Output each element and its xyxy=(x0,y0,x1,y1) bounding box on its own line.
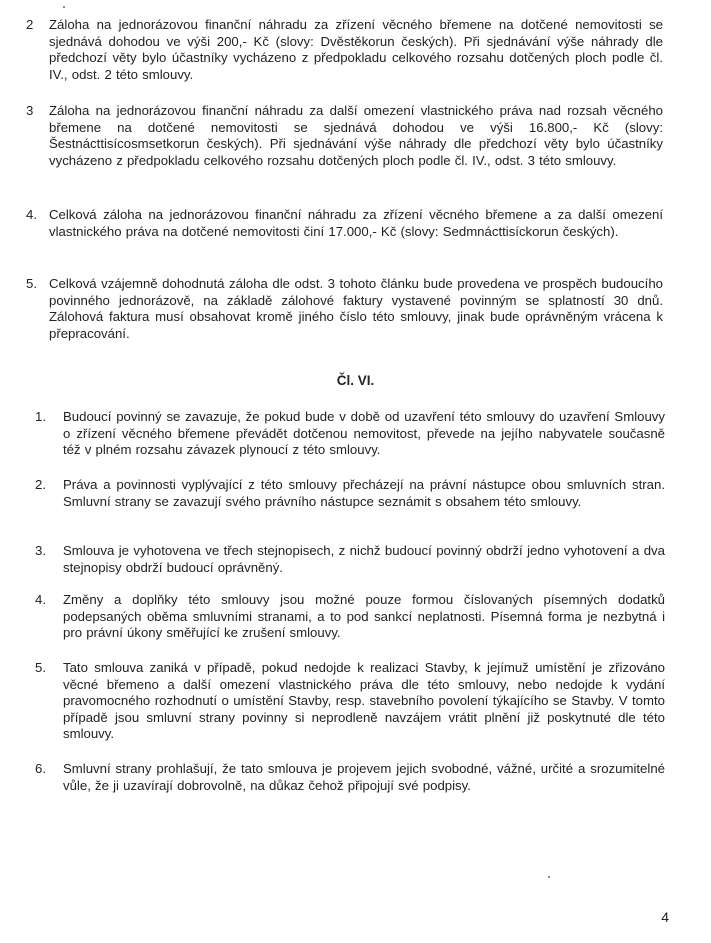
paragraph-number: 5. xyxy=(35,660,46,675)
paragraph-number: 4. xyxy=(35,592,46,607)
paragraph-number: 3. xyxy=(35,543,46,558)
paragraph-text: Smlouva je vyhotovena ve třech stejnopisech, z nichž budoucí povinný obdrží jedno vyhotovení a dva stejnopisy obdrží budoucí oprávněný. xyxy=(63,543,665,575)
paragraph-text: Tato smlouva zaniká v případě, pokud nedojde k realizaci Stavby, k jejímuž umístění je zřizováno věcné břemeno a další omezení vlastnického práva dle této smlouvy, nebo nedojde k vydání pravomocného rozhodnutí o umístění Stavby, resp. stavebního povolení týkajícího se Stavby. V tomto případě jsou smluvní strany povinny si neprodleně navzájem vrátit plnění již poskytnuté dle této smlouvy. xyxy=(63,660,665,741)
paragraph-text: Smluvní strany prohlašují, že tato smlouva je projevem jejich svobodné, vážné, určité a srozumitelné vůle, že ji uzavírají dobrovolně, na důkaz čehož připojují své podpisy. xyxy=(63,761,665,793)
paragraph-number: 2. xyxy=(35,477,46,492)
paragraph-vi-5 xyxy=(0,660,711,746)
paragraph-number: 4. xyxy=(26,207,37,222)
scan-speck xyxy=(63,6,65,8)
paragraph-vi-2 xyxy=(0,477,711,529)
paragraph-text: Celková záloha na jednorázovou finanční náhradu za zřízení věcného břemene a za další omezení vlastnického práva na dotčené nemovitosti činí 17.000,- Kč (slovy: Sedmnácttisíckorun českých). xyxy=(49,207,663,239)
paragraph-v-2 xyxy=(0,17,711,87)
paragraph-v-5 xyxy=(0,276,711,346)
paragraph-text: Práva a povinnosti vyplývající z této smlouvy přecházejí na právní nástupce obou smluvních stran. Smluvní strany se zavazují svého právního nástupce seznámit s obsahem této smlouvy. xyxy=(63,477,665,509)
paragraph-text: Budoucí povinný se zavazuje, že pokud bude v době od uzavření této smlouvy do uzavření Smlouvy o zřízení věcného břemene převádět dotčenou nemovitost, převede na jejího nabyvatele současně též v plném rozsahu závazek plynoucí z této smlouvy. xyxy=(63,409,665,457)
paragraph-v-4 xyxy=(0,207,711,259)
paragraph-number: 6. xyxy=(35,761,46,776)
paragraph-v-3 xyxy=(0,103,711,188)
paragraph-text: Celková vzájemně dohodnutá záloha dle odst. 3 tohoto článku bude provedena ve prospěch budoucího povinného jednorázově, na základě zálohové faktury vystavené povinným se splatností 30 dnů. Zálohová faktura musí obsahovat kromě jiného číslo této smlouvy, jinak bude oprávněným vrácena k přepracování. xyxy=(49,276,663,341)
paragraph-vi-6 xyxy=(0,761,711,797)
paragraph-vi-4 xyxy=(0,592,711,644)
paragraph-vi-1 xyxy=(0,409,711,461)
paragraph-number: 3 xyxy=(26,103,34,118)
paragraph-text: Změny a doplňky této smlouvy jsou možné pouze formou číslovaných písemných dodatků podepsaných oběma smluvními stranami, a to pod sankcí neplatnosti. Písemná forma je nezbytná i pro právní úkony směřující ke zrušení smlouvy. xyxy=(63,592,665,640)
paragraph-text: Záloha na jednorázovou finanční náhradu za další omezení vlastnického práva nad rozsah věcného břemene na dotčené nemovitosti se sjednává dohodou ve výši 16.800,- Kč (slovy: Šestnácttisícosmsetkorun českých). Při sjednávání výše náhrady dle předchozí věty bylo účastníky vycházeno z předpokladu celkového rozsahu dotčených ploch podle čl. IV., odst. 3 této smlouvy. xyxy=(49,103,663,168)
paragraph-text: Záloha na jednorázovou finanční náhradu za zřízení věcného břemene na dotčené nemovitosti se sjednává dohodou ve výši 200,- Kč (slovy: Dvěstěkorun českých). Při sjednávání výše náhrady dle předchozí věty bylo účastníky vycházeno z předpokladu celkového rozsahu dotčených ploch podle čl. IV., odst. 2 této smlouvy. xyxy=(49,17,663,82)
scan-speck xyxy=(548,876,550,878)
section-heading: Čl. VI. xyxy=(336,373,375,388)
page-number: 4 xyxy=(661,909,669,925)
paragraph-number: 5. xyxy=(26,276,37,291)
paragraph-vi-3 xyxy=(0,543,711,579)
paragraph-number: 1. xyxy=(35,409,46,424)
paragraph-number: 2 xyxy=(26,17,34,32)
